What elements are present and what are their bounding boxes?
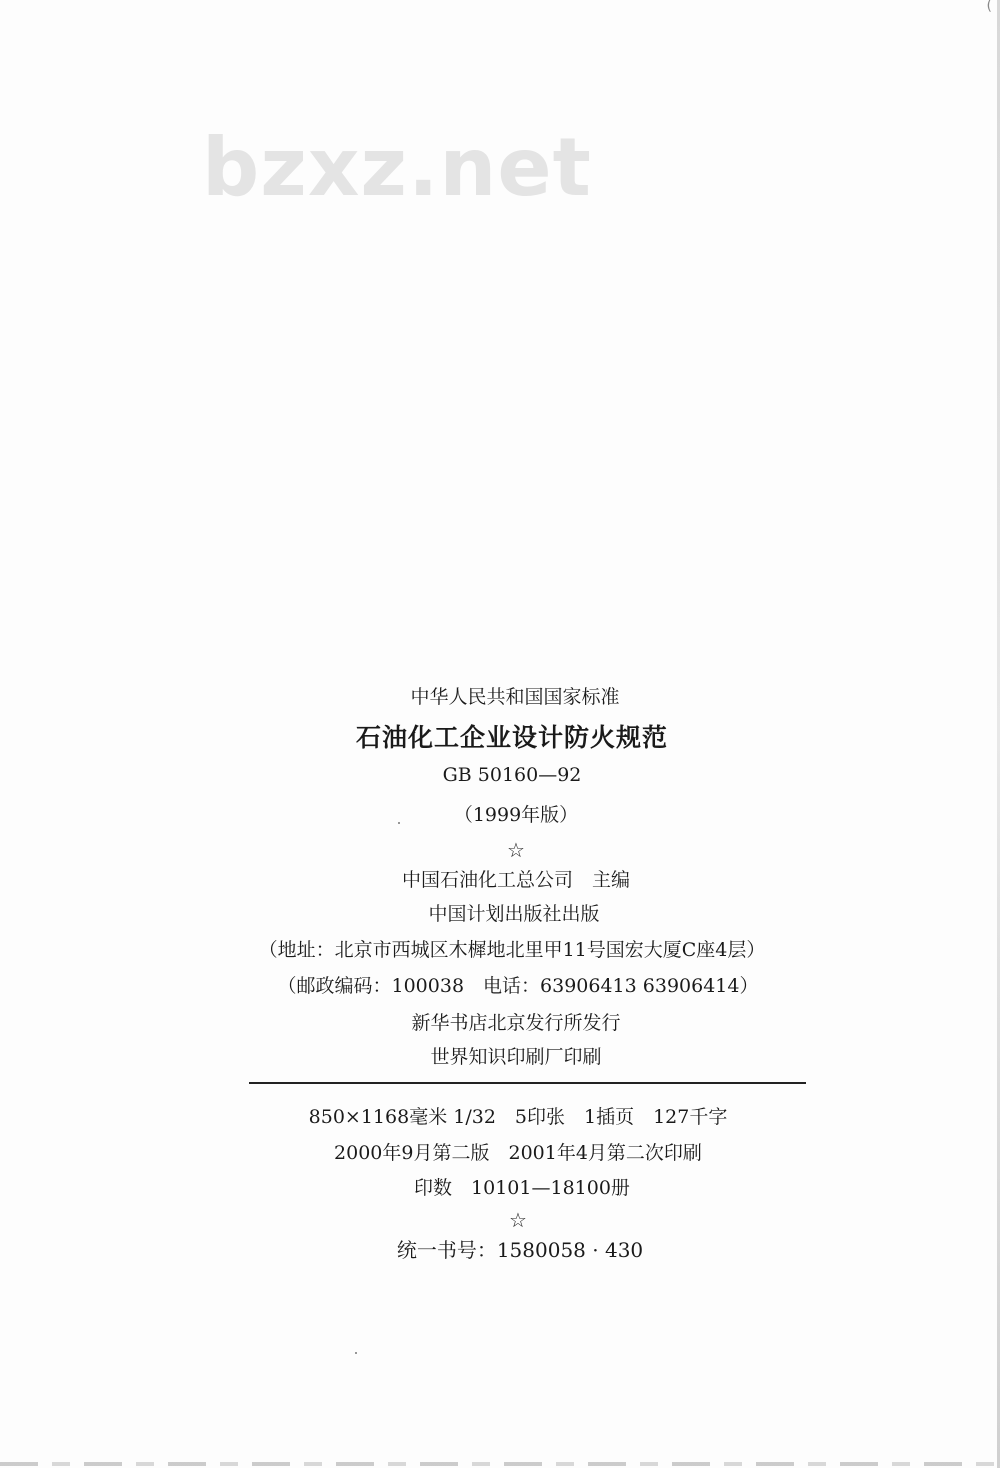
chief-editor: 中国石油化工总公司 主编 [401,869,630,891]
print-run: 印数 10101—18100册 [414,1177,630,1199]
star-separator-top: ☆ [507,838,525,862]
format-spec: 850×1168毫米 1/32 5印张 1插页 127千字 [308,1106,728,1128]
watermark: bzxz.net [202,121,592,214]
printer: 世界知识印刷厂印刷 [430,1046,602,1068]
distributor: 新华书店北京发行所发行 [411,1012,621,1034]
divider-rule [249,1082,806,1084]
scan-speck [398,822,400,824]
scan-bottom-edge [0,1462,1000,1466]
publisher: 中国计划出版社出版 [428,903,600,925]
standard-code: GB 50160—92 [442,764,582,786]
star-separator-bottom: ☆ [509,1208,527,1232]
postal-and-phone: （邮政编码：100038 电话：63906413 63906414） [277,975,759,997]
standard-series: 中华人民共和国国家标准 [410,686,620,708]
unified-book-number: 统一书号：1580058 · 430 [396,1238,644,1262]
document-title: 石油化工企业设计防火规范 [355,723,668,752]
page-corner-mark: ( [986,0,992,14]
edition-print-dates: 2000年9月第二版 2001年4月第二次印刷 [334,1142,702,1164]
scan-speck [355,1352,357,1354]
publisher-address: （地址：北京市西城区木樨地北里甲11号国宏大厦C座4层） [258,939,766,961]
edition-label: （1999年版） [453,804,579,826]
